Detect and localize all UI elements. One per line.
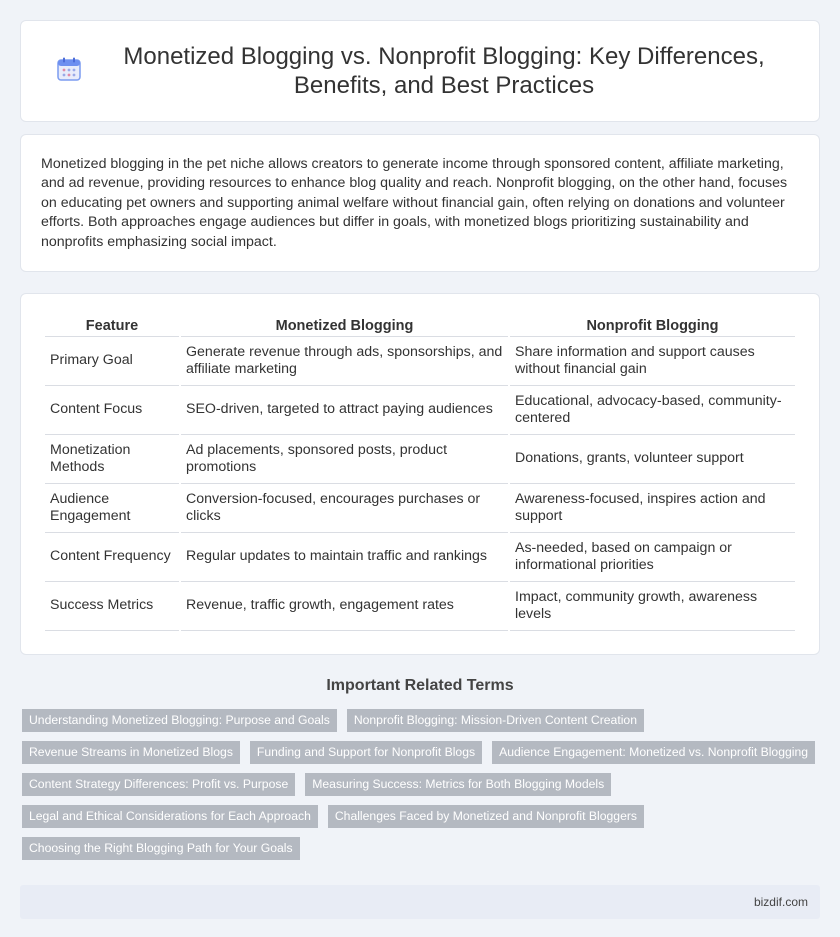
column-header-feature: Feature — [45, 314, 179, 337]
related-term-tag[interactable]: Funding and Support for Nonprofit Blogs — [250, 741, 482, 764]
nonprofit-cell: Educational, advocacy-based, community-centered — [510, 386, 795, 435]
feature-cell: Monetization Methods — [45, 435, 179, 484]
comparison-card — [20, 293, 820, 655]
monetized-cell: Ad placements, sponsored posts, product promotions — [181, 435, 508, 484]
feature-cell: Content Frequency — [45, 533, 179, 582]
footer — [20, 885, 820, 919]
table-row — [45, 337, 795, 386]
comparison-table — [43, 314, 797, 631]
monetized-cell: Generate revenue through ads, sponsorships, and affiliate marketing — [181, 337, 508, 386]
feature-cell: Content Focus — [45, 386, 179, 435]
nonprofit-cell: Awareness-focused, inspires action and support — [510, 484, 795, 533]
nonprofit-cell: Donations, grants, volunteer support — [510, 435, 795, 484]
table-row — [45, 484, 795, 533]
related-term-tag[interactable]: Choosing the Right Blogging Path for Your Goals — [22, 837, 300, 860]
table-header-row — [45, 314, 795, 337]
related-term-tag[interactable]: Nonprofit Blogging: Mission-Driven Content Creation — [347, 709, 644, 732]
table-row — [45, 386, 795, 435]
related-term-tag[interactable]: Content Strategy Differences: Profit vs. Purpose — [22, 773, 295, 796]
related-term-tag[interactable]: Revenue Streams in Monetized Blogs — [22, 741, 240, 764]
feature-cell: Primary Goal — [45, 337, 179, 386]
calendar-icon — [56, 56, 82, 82]
related-term-tag[interactable]: Challenges Faced by Monetized and Nonprofit Bloggers — [328, 805, 644, 828]
monetized-cell: Conversion-focused, encourages purchases or clicks — [181, 484, 508, 533]
table-row — [45, 435, 795, 484]
related-term-tag[interactable]: Measuring Success: Metrics for Both Blogging Models — [305, 773, 611, 796]
monetized-cell: Regular updates to maintain traffic and rankings — [181, 533, 508, 582]
related-term-tag[interactable]: Audience Engagement: Monetized vs. Nonprofit Blogging — [492, 741, 815, 764]
column-header-monetized: Monetized Blogging — [181, 314, 508, 337]
intro-paragraph: Monetized blogging in the pet niche allows creators to generate income through sponsored content, affiliate marketing, and ad revenue, providing resources to enhance blog quality and reach. Nonprofit blogging, on the other hand, focuses on educating pet owners and supporting animal welfare without financial gain, often relying on donations and volunteer efforts. Both approaches engage audiences but differ in goals, with monetized blogs prioritizing sustainability and nonprofits emphasizing social impact. — [41, 156, 788, 250]
monetized-cell: Revenue, traffic growth, engagement rates — [181, 582, 508, 631]
footer-site-name[interactable]: bizdif.com — [753, 895, 808, 909]
header-card — [20, 20, 820, 122]
title-wrap — [56, 42, 784, 100]
related-terms-list — [22, 709, 818, 860]
table-row — [45, 533, 795, 582]
nonprofit-cell: As-needed, based on campaign or informational priorities — [510, 533, 795, 582]
related-term-tag[interactable]: Understanding Monetized Blogging: Purpose and Goals — [22, 709, 337, 732]
intro-card — [20, 134, 820, 272]
related-term-tag[interactable]: Legal and Ethical Considerations for Each Approach — [22, 805, 318, 828]
column-header-nonprofit: Nonprofit Blogging — [510, 314, 795, 337]
nonprofit-cell: Impact, community growth, awareness levels — [510, 582, 795, 631]
page-title: Monetized Blogging vs. Nonprofit Blogging: Key Differences, Benefits, and Best Practices — [123, 43, 765, 99]
table-row — [45, 582, 795, 631]
related-terms-title: Important Related Terms — [326, 677, 514, 694]
feature-cell: Success Metrics — [45, 582, 179, 631]
monetized-cell: SEO-driven, targeted to attract paying audiences — [181, 386, 508, 435]
nonprofit-cell: Share information and support causes without financial gain — [510, 337, 795, 386]
feature-cell: Audience Engagement — [45, 484, 179, 533]
